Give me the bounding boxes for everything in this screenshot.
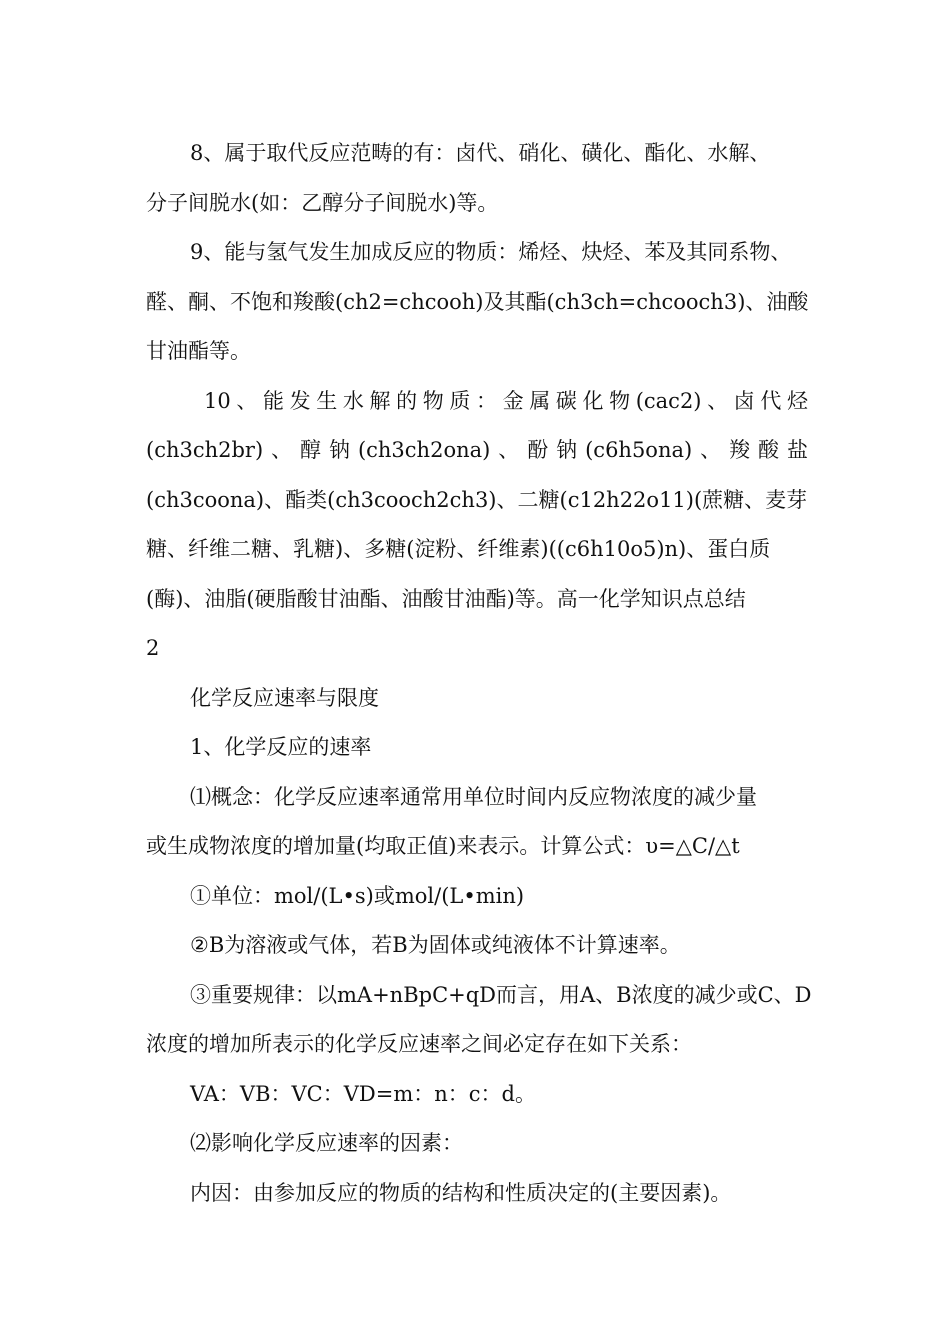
paragraph-9-line-2: 醛、酮、不饱和羧酸(ch2=chcooh)及其酯(ch3ch=chcooch3)、油酸	[146, 289, 809, 314]
concept-line-1: ⑴概念：化学反应速率通常用单位时间内反应物浓度的减少量	[190, 784, 757, 809]
unit-line: ①单位：mol/(L•s)或mol/(L•min)	[190, 883, 525, 908]
paragraph-10-line-6: 2	[146, 636, 160, 660]
factors-heading: ⑵影响化学反应速率的因素：	[190, 1131, 463, 1155]
paragraph-10-line-3: (ch3coona)、酯类(ch3cooch2ch3)、二糖(c12h22o11)(蔗糖、麦芽	[146, 487, 808, 512]
paragraph-8-line-2: 分子间脱水(如：乙醇分子间脱水)等。	[146, 190, 499, 215]
subsection-heading: 1、化学反应的速率	[190, 735, 372, 759]
paragraph-9-line-1: 9、能与氢气发生加成反应的物质：烯烃、炔烃、苯及其同系物、	[190, 240, 792, 264]
paragraph-10-line-4: 糖、纤维二糖、乳糖)、多糖(淀粉、纤维素)((c6h10o5)n)、蛋白质	[146, 537, 771, 561]
document-body	[146, 136, 812, 1225]
rule-line-2: 浓度的增加所表示的化学反应速率之间必定存在如下关系：	[146, 1032, 692, 1056]
section-heading: 化学反应速率与限度	[190, 685, 379, 710]
paragraph-8-line-1: 8、属于取代反应范畴的有：卤代、硝化、磺化、酯化、水解、	[190, 141, 771, 165]
rule-line-1: ③重要规律：以mA+nBpC+qD而言，用A、B浓度的减少或C、D	[190, 982, 812, 1007]
paragraph-10-line-5: (酶)、油脂(硬脂酸甘油酯、油酸甘油酯)等。高一化学知识点总结	[146, 586, 746, 611]
note-b-line: ②B为溶液或气体，若B为固体或纯液体不计算速率。	[190, 933, 681, 957]
paragraph-10-line-1: 10、能发生水解的物质：金属碳化物(cac2)、卤代烃	[204, 388, 808, 413]
internal-factor-line: 内因：由参加反应的物质的结构和性质决定的(主要因素)。	[190, 1180, 732, 1205]
concept-line-2: 或生成物浓度的增加量(均取正值)来表示。计算公式：υ=△C/△t	[146, 834, 740, 858]
paragraph-9-line-3: 甘油酯等。	[146, 339, 251, 363]
paragraph-10-line-2: (ch3ch2br)、醇钠(ch3ch2ona)、酚钠(c6h5ona)、羧酸盐	[146, 438, 808, 462]
ratio-line: VA：VB：VC：VD=m：n：c：d。	[190, 1081, 536, 1106]
